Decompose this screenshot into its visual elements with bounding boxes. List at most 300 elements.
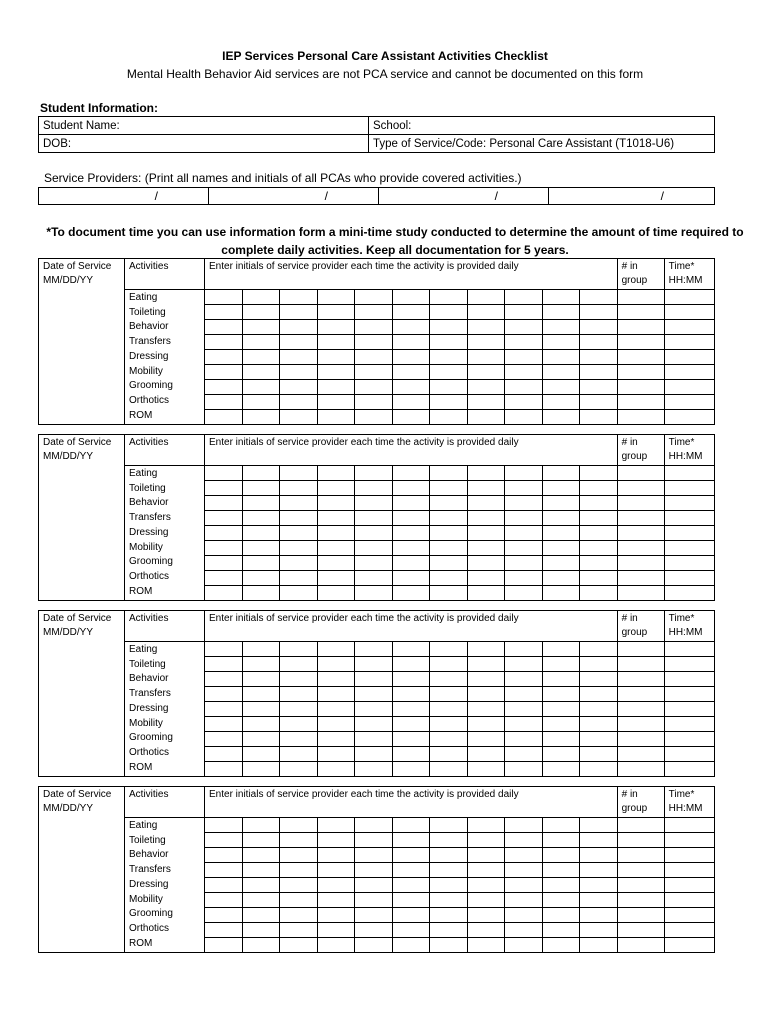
initials-cell[interactable] xyxy=(430,395,468,410)
initials-cell[interactable] xyxy=(467,526,505,541)
initials-cell[interactable] xyxy=(392,863,430,878)
initials-cell[interactable] xyxy=(467,305,505,320)
initials-cell[interactable] xyxy=(205,365,243,380)
time-cell[interactable] xyxy=(664,687,714,702)
initials-cell[interactable] xyxy=(355,511,393,526)
initials-cell[interactable] xyxy=(505,687,543,702)
initials-cell[interactable] xyxy=(317,717,355,732)
initials-cell[interactable] xyxy=(355,526,393,541)
initials-cell[interactable] xyxy=(580,923,618,938)
initials-cell[interactable] xyxy=(205,511,243,526)
initials-cell[interactable] xyxy=(317,395,355,410)
initials-cell[interactable] xyxy=(580,526,618,541)
initials-cell[interactable] xyxy=(355,350,393,365)
initials-cell[interactable] xyxy=(430,878,468,893)
initials-cell[interactable] xyxy=(542,908,580,923)
initials-cell[interactable] xyxy=(580,541,618,556)
initials-cell[interactable] xyxy=(280,481,318,496)
initials-cell[interactable] xyxy=(205,672,243,687)
initials-cell[interactable] xyxy=(242,938,280,953)
initials-cell[interactable] xyxy=(430,511,468,526)
initials-cell[interactable] xyxy=(430,863,468,878)
initials-cell[interactable] xyxy=(542,818,580,833)
initials-cell[interactable] xyxy=(580,290,618,305)
initials-cell[interactable] xyxy=(205,556,243,571)
initials-cell[interactable] xyxy=(242,350,280,365)
initials-cell[interactable] xyxy=(242,717,280,732)
initials-cell[interactable] xyxy=(505,365,543,380)
initials-cell[interactable] xyxy=(580,732,618,747)
initials-cell[interactable] xyxy=(542,556,580,571)
initials-cell[interactable] xyxy=(542,511,580,526)
initials-cell[interactable] xyxy=(392,350,430,365)
initials-cell[interactable] xyxy=(317,672,355,687)
initials-cell[interactable] xyxy=(430,848,468,863)
initials-cell[interactable] xyxy=(392,747,430,762)
initials-cell[interactable] xyxy=(355,818,393,833)
initials-cell[interactable] xyxy=(542,687,580,702)
initials-cell[interactable] xyxy=(580,893,618,908)
initials-cell[interactable] xyxy=(355,395,393,410)
initials-cell[interactable] xyxy=(580,586,618,601)
initials-cell[interactable] xyxy=(580,908,618,923)
initials-cell[interactable] xyxy=(355,556,393,571)
initials-cell[interactable] xyxy=(205,657,243,672)
initials-cell[interactable] xyxy=(205,571,243,586)
initials-cell[interactable] xyxy=(205,893,243,908)
initials-cell[interactable] xyxy=(317,335,355,350)
initials-cell[interactable] xyxy=(430,908,468,923)
initials-cell[interactable] xyxy=(430,335,468,350)
initials-cell[interactable] xyxy=(467,908,505,923)
time-cell[interactable] xyxy=(664,541,714,556)
initials-cell[interactable] xyxy=(542,350,580,365)
initials-cell[interactable] xyxy=(580,833,618,848)
initials-cell[interactable] xyxy=(205,833,243,848)
initials-cell[interactable] xyxy=(467,320,505,335)
time-cell[interactable] xyxy=(664,893,714,908)
initials-cell[interactable] xyxy=(580,762,618,777)
initials-cell[interactable] xyxy=(580,466,618,481)
initials-cell[interactable] xyxy=(580,410,618,425)
initials-cell[interactable] xyxy=(392,908,430,923)
initials-cell[interactable] xyxy=(205,923,243,938)
provider-field[interactable]: / xyxy=(379,188,549,205)
initials-cell[interactable] xyxy=(430,320,468,335)
initials-cell[interactable] xyxy=(280,747,318,762)
time-cell[interactable] xyxy=(664,908,714,923)
initials-cell[interactable] xyxy=(355,466,393,481)
initials-cell[interactable] xyxy=(430,496,468,511)
time-cell[interactable] xyxy=(664,335,714,350)
initials-cell[interactable] xyxy=(355,893,393,908)
initials-cell[interactable] xyxy=(280,365,318,380)
initials-cell[interactable] xyxy=(280,923,318,938)
initials-cell[interactable] xyxy=(430,642,468,657)
initials-cell[interactable] xyxy=(280,687,318,702)
time-cell[interactable] xyxy=(664,672,714,687)
initials-cell[interactable] xyxy=(542,702,580,717)
initials-cell[interactable] xyxy=(430,380,468,395)
initials-cell[interactable] xyxy=(355,335,393,350)
initials-cell[interactable] xyxy=(430,938,468,953)
initials-cell[interactable] xyxy=(280,335,318,350)
initials-cell[interactable] xyxy=(467,380,505,395)
initials-cell[interactable] xyxy=(280,672,318,687)
initials-cell[interactable] xyxy=(280,395,318,410)
initials-cell[interactable] xyxy=(317,848,355,863)
student-name-field[interactable]: Student Name: xyxy=(39,117,369,135)
time-cell[interactable] xyxy=(664,818,714,833)
initials-cell[interactable] xyxy=(467,556,505,571)
initials-cell[interactable] xyxy=(467,938,505,953)
initials-cell[interactable] xyxy=(317,923,355,938)
initials-cell[interactable] xyxy=(467,395,505,410)
initials-cell[interactable] xyxy=(430,350,468,365)
initials-cell[interactable] xyxy=(355,571,393,586)
initials-cell[interactable] xyxy=(242,818,280,833)
initials-cell[interactable] xyxy=(505,320,543,335)
initials-cell[interactable] xyxy=(505,571,543,586)
group-count-cell[interactable] xyxy=(617,395,664,410)
initials-cell[interactable] xyxy=(505,511,543,526)
initials-cell[interactable] xyxy=(205,863,243,878)
initials-cell[interactable] xyxy=(505,350,543,365)
initials-cell[interactable] xyxy=(542,571,580,586)
initials-cell[interactable] xyxy=(280,762,318,777)
initials-cell[interactable] xyxy=(505,657,543,672)
school-field[interactable]: School: xyxy=(369,117,715,135)
time-cell[interactable] xyxy=(664,833,714,848)
initials-cell[interactable] xyxy=(242,290,280,305)
initials-cell[interactable] xyxy=(430,541,468,556)
group-count-cell[interactable] xyxy=(617,938,664,953)
initials-cell[interactable] xyxy=(580,702,618,717)
service-type-field[interactable]: Type of Service/Code: Personal Care Assistant (T1018-U6) xyxy=(369,135,715,153)
initials-cell[interactable] xyxy=(467,848,505,863)
group-count-cell[interactable] xyxy=(617,556,664,571)
time-cell[interactable] xyxy=(664,702,714,717)
group-count-cell[interactable] xyxy=(617,335,664,350)
initials-cell[interactable] xyxy=(542,541,580,556)
initials-cell[interactable] xyxy=(542,732,580,747)
initials-cell[interactable] xyxy=(205,466,243,481)
initials-cell[interactable] xyxy=(467,747,505,762)
group-count-cell[interactable] xyxy=(617,672,664,687)
initials-cell[interactable] xyxy=(317,762,355,777)
initials-cell[interactable] xyxy=(392,923,430,938)
initials-cell[interactable] xyxy=(580,747,618,762)
initials-cell[interactable] xyxy=(430,747,468,762)
initials-cell[interactable] xyxy=(505,526,543,541)
initials-cell[interactable] xyxy=(542,878,580,893)
group-count-cell[interactable] xyxy=(617,290,664,305)
initials-cell[interactable] xyxy=(355,657,393,672)
initials-cell[interactable] xyxy=(430,672,468,687)
time-cell[interactable] xyxy=(664,586,714,601)
group-count-cell[interactable] xyxy=(617,893,664,908)
initials-cell[interactable] xyxy=(467,657,505,672)
initials-cell[interactable] xyxy=(317,320,355,335)
initials-cell[interactable] xyxy=(317,511,355,526)
initials-cell[interactable] xyxy=(317,702,355,717)
initials-cell[interactable] xyxy=(317,541,355,556)
initials-cell[interactable] xyxy=(580,672,618,687)
time-cell[interactable] xyxy=(664,290,714,305)
group-count-cell[interactable] xyxy=(617,305,664,320)
time-cell[interactable] xyxy=(664,481,714,496)
initials-cell[interactable] xyxy=(280,305,318,320)
initials-cell[interactable] xyxy=(317,586,355,601)
group-count-cell[interactable] xyxy=(617,511,664,526)
group-count-cell[interactable] xyxy=(617,642,664,657)
initials-cell[interactable] xyxy=(467,878,505,893)
initials-cell[interactable] xyxy=(392,672,430,687)
initials-cell[interactable] xyxy=(430,923,468,938)
initials-cell[interactable] xyxy=(542,642,580,657)
initials-cell[interactable] xyxy=(242,642,280,657)
group-count-cell[interactable] xyxy=(617,320,664,335)
initials-cell[interactable] xyxy=(542,380,580,395)
initials-cell[interactable] xyxy=(505,466,543,481)
initials-cell[interactable] xyxy=(317,908,355,923)
initials-cell[interactable] xyxy=(542,863,580,878)
initials-cell[interactable] xyxy=(355,747,393,762)
initials-cell[interactable] xyxy=(317,863,355,878)
initials-cell[interactable] xyxy=(317,878,355,893)
initials-cell[interactable] xyxy=(542,290,580,305)
initials-cell[interactable] xyxy=(430,481,468,496)
initials-cell[interactable] xyxy=(280,466,318,481)
initials-cell[interactable] xyxy=(280,541,318,556)
initials-cell[interactable] xyxy=(580,818,618,833)
initials-cell[interactable] xyxy=(317,305,355,320)
initials-cell[interactable] xyxy=(280,586,318,601)
initials-cell[interactable] xyxy=(542,395,580,410)
initials-cell[interactable] xyxy=(392,732,430,747)
initials-cell[interactable] xyxy=(205,290,243,305)
initials-cell[interactable] xyxy=(242,466,280,481)
initials-cell[interactable] xyxy=(580,571,618,586)
initials-cell[interactable] xyxy=(467,410,505,425)
time-cell[interactable] xyxy=(664,571,714,586)
initials-cell[interactable] xyxy=(242,657,280,672)
initials-cell[interactable] xyxy=(242,833,280,848)
initials-cell[interactable] xyxy=(542,848,580,863)
initials-cell[interactable] xyxy=(242,541,280,556)
initials-cell[interactable] xyxy=(580,335,618,350)
initials-cell[interactable] xyxy=(317,556,355,571)
initials-cell[interactable] xyxy=(205,762,243,777)
initials-cell[interactable] xyxy=(430,526,468,541)
initials-cell[interactable] xyxy=(242,848,280,863)
initials-cell[interactable] xyxy=(467,496,505,511)
initials-cell[interactable] xyxy=(580,642,618,657)
group-count-cell[interactable] xyxy=(617,747,664,762)
initials-cell[interactable] xyxy=(505,833,543,848)
initials-cell[interactable] xyxy=(205,410,243,425)
initials-cell[interactable] xyxy=(467,762,505,777)
group-count-cell[interactable] xyxy=(617,526,664,541)
initials-cell[interactable] xyxy=(430,571,468,586)
initials-cell[interactable] xyxy=(317,938,355,953)
group-count-cell[interactable] xyxy=(617,496,664,511)
initials-cell[interactable] xyxy=(392,466,430,481)
group-count-cell[interactable] xyxy=(617,908,664,923)
initials-cell[interactable] xyxy=(392,717,430,732)
initials-cell[interactable] xyxy=(430,732,468,747)
initials-cell[interactable] xyxy=(205,541,243,556)
initials-cell[interactable] xyxy=(467,702,505,717)
initials-cell[interactable] xyxy=(355,481,393,496)
initials-cell[interactable] xyxy=(505,410,543,425)
group-count-cell[interactable] xyxy=(617,762,664,777)
time-cell[interactable] xyxy=(664,732,714,747)
initials-cell[interactable] xyxy=(392,365,430,380)
initials-cell[interactable] xyxy=(467,732,505,747)
initials-cell[interactable] xyxy=(430,717,468,732)
time-cell[interactable] xyxy=(664,938,714,953)
initials-cell[interactable] xyxy=(280,526,318,541)
initials-cell[interactable] xyxy=(317,526,355,541)
initials-cell[interactable] xyxy=(280,717,318,732)
initials-cell[interactable] xyxy=(242,511,280,526)
time-cell[interactable] xyxy=(664,717,714,732)
group-count-cell[interactable] xyxy=(617,481,664,496)
initials-cell[interactable] xyxy=(205,747,243,762)
initials-cell[interactable] xyxy=(205,481,243,496)
initials-cell[interactable] xyxy=(242,908,280,923)
initials-cell[interactable] xyxy=(392,818,430,833)
initials-cell[interactable] xyxy=(430,466,468,481)
initials-cell[interactable] xyxy=(467,893,505,908)
initials-cell[interactable] xyxy=(542,320,580,335)
initials-cell[interactable] xyxy=(505,305,543,320)
initials-cell[interactable] xyxy=(317,833,355,848)
time-cell[interactable] xyxy=(664,511,714,526)
initials-cell[interactable] xyxy=(430,657,468,672)
initials-cell[interactable] xyxy=(505,586,543,601)
initials-cell[interactable] xyxy=(392,305,430,320)
initials-cell[interactable] xyxy=(355,878,393,893)
initials-cell[interactable] xyxy=(430,702,468,717)
group-count-cell[interactable] xyxy=(617,878,664,893)
initials-cell[interactable] xyxy=(542,672,580,687)
initials-cell[interactable] xyxy=(542,586,580,601)
initials-cell[interactable] xyxy=(392,410,430,425)
initials-cell[interactable] xyxy=(392,762,430,777)
initials-cell[interactable] xyxy=(392,556,430,571)
initials-cell[interactable] xyxy=(280,848,318,863)
time-cell[interactable] xyxy=(664,923,714,938)
initials-cell[interactable] xyxy=(580,657,618,672)
initials-cell[interactable] xyxy=(505,762,543,777)
initials-cell[interactable] xyxy=(580,350,618,365)
initials-cell[interactable] xyxy=(205,350,243,365)
initials-cell[interactable] xyxy=(505,818,543,833)
group-count-cell[interactable] xyxy=(617,541,664,556)
time-cell[interactable] xyxy=(664,320,714,335)
initials-cell[interactable] xyxy=(467,642,505,657)
initials-cell[interactable] xyxy=(580,878,618,893)
initials-cell[interactable] xyxy=(580,848,618,863)
time-cell[interactable] xyxy=(664,863,714,878)
initials-cell[interactable] xyxy=(242,672,280,687)
time-cell[interactable] xyxy=(664,762,714,777)
initials-cell[interactable] xyxy=(505,541,543,556)
initials-cell[interactable] xyxy=(280,908,318,923)
initials-cell[interactable] xyxy=(467,863,505,878)
initials-cell[interactable] xyxy=(317,818,355,833)
initials-cell[interactable] xyxy=(355,923,393,938)
initials-cell[interactable] xyxy=(205,717,243,732)
initials-cell[interactable] xyxy=(205,878,243,893)
initials-cell[interactable] xyxy=(430,833,468,848)
initials-cell[interactable] xyxy=(430,410,468,425)
initials-cell[interactable] xyxy=(430,556,468,571)
initials-cell[interactable] xyxy=(542,305,580,320)
initials-cell[interactable] xyxy=(280,702,318,717)
initials-cell[interactable] xyxy=(580,395,618,410)
initials-cell[interactable] xyxy=(317,642,355,657)
initials-cell[interactable] xyxy=(505,908,543,923)
initials-cell[interactable] xyxy=(580,380,618,395)
initials-cell[interactable] xyxy=(430,762,468,777)
initials-cell[interactable] xyxy=(280,511,318,526)
initials-cell[interactable] xyxy=(317,657,355,672)
initials-cell[interactable] xyxy=(280,818,318,833)
initials-cell[interactable] xyxy=(392,541,430,556)
initials-cell[interactable] xyxy=(205,938,243,953)
initials-cell[interactable] xyxy=(355,938,393,953)
initials-cell[interactable] xyxy=(392,642,430,657)
provider-field[interactable]: / xyxy=(549,188,715,205)
initials-cell[interactable] xyxy=(505,893,543,908)
initials-cell[interactable] xyxy=(317,466,355,481)
initials-cell[interactable] xyxy=(317,732,355,747)
initials-cell[interactable] xyxy=(505,732,543,747)
initials-cell[interactable] xyxy=(280,893,318,908)
initials-cell[interactable] xyxy=(542,466,580,481)
initials-cell[interactable] xyxy=(542,365,580,380)
initials-cell[interactable] xyxy=(542,747,580,762)
provider-field[interactable]: / xyxy=(39,188,209,205)
initials-cell[interactable] xyxy=(505,863,543,878)
time-cell[interactable] xyxy=(664,642,714,657)
initials-cell[interactable] xyxy=(355,320,393,335)
initials-cell[interactable] xyxy=(505,642,543,657)
initials-cell[interactable] xyxy=(467,541,505,556)
group-count-cell[interactable] xyxy=(617,848,664,863)
initials-cell[interactable] xyxy=(467,717,505,732)
initials-cell[interactable] xyxy=(542,762,580,777)
initials-cell[interactable] xyxy=(505,556,543,571)
initials-cell[interactable] xyxy=(242,365,280,380)
initials-cell[interactable] xyxy=(317,410,355,425)
initials-cell[interactable] xyxy=(392,290,430,305)
initials-cell[interactable] xyxy=(505,335,543,350)
initials-cell[interactable] xyxy=(242,526,280,541)
initials-cell[interactable] xyxy=(242,702,280,717)
initials-cell[interactable] xyxy=(467,365,505,380)
initials-cell[interactable] xyxy=(392,702,430,717)
initials-cell[interactable] xyxy=(467,818,505,833)
initials-cell[interactable] xyxy=(542,657,580,672)
initials-cell[interactable] xyxy=(280,410,318,425)
initials-cell[interactable] xyxy=(467,586,505,601)
initials-cell[interactable] xyxy=(242,878,280,893)
initials-cell[interactable] xyxy=(392,657,430,672)
